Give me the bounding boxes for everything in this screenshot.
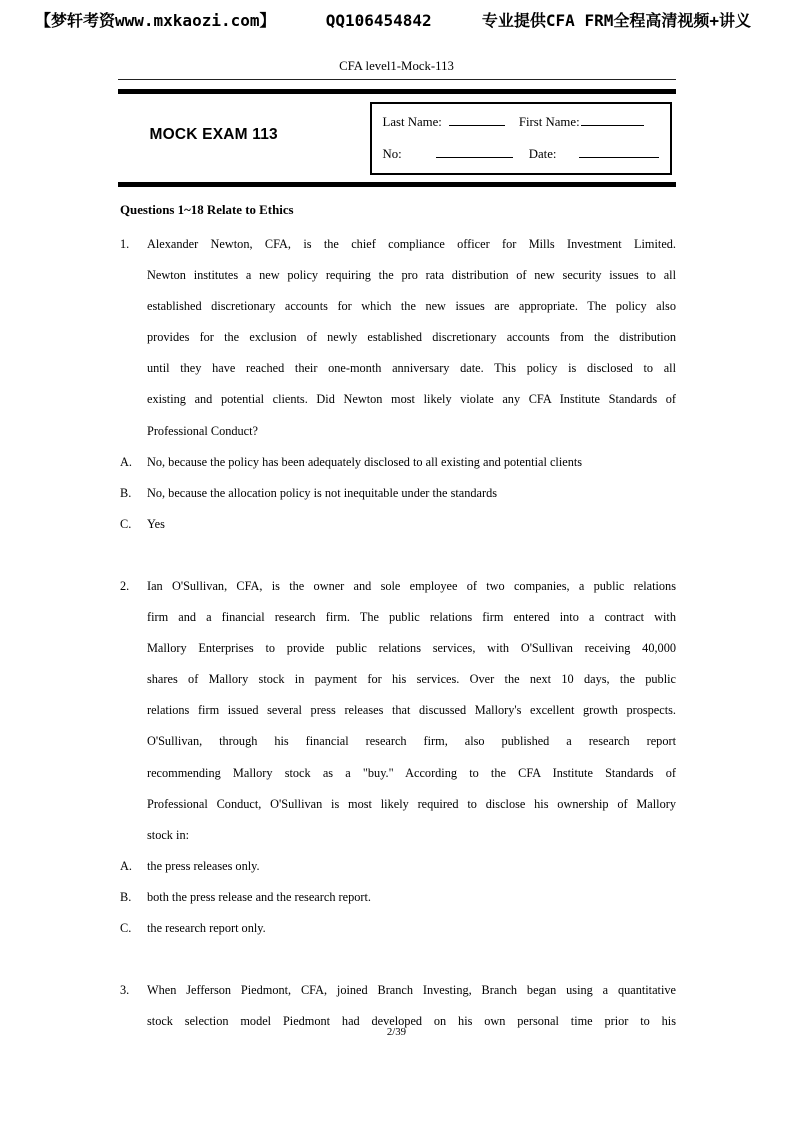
question-options: [120, 447, 676, 540]
option-letter: B.: [120, 889, 132, 904]
option-text: No, because the policy has been adequately disclosed to all existing and potential clients: [147, 454, 583, 469]
no-label: No:: [382, 147, 402, 161]
no-blank: [436, 145, 513, 158]
option-text: No, because the allocation policy is not inequitable under the standards: [147, 485, 498, 500]
section-heading: Questions 1~18 Relate to Ethics: [120, 203, 294, 217]
question-text-line: Professional Conduct, O'Sullivan is most likely required to disclose his ownership of Mallory: [147, 796, 676, 811]
question-text-line: provides for the exclusion of newly established discretionary accounts from the distribution: [147, 330, 676, 345]
first-name-blank: [581, 113, 644, 126]
question-text-line: Mallory Enterprises to provide public relations services, with O'Sullivan receiving 40,000: [147, 641, 676, 656]
candidate-name-box: [370, 102, 672, 175]
question-text-line: relations firm issued several press releases that discussed Mallory's excellent growth prospects.: [147, 703, 676, 718]
doc-title: CFA level1-Mock-113: [339, 59, 454, 73]
question-text-line: existing and potential clients. Did Newton most likely violate any CFA Institute Standards of: [147, 392, 676, 407]
first-name-label: First Name:: [518, 115, 580, 129]
doc-title-rule: [118, 57, 676, 80]
question-row: [120, 229, 676, 447]
exam-content: [120, 203, 676, 1037]
question-text-line: Newton institutes a new policy requiring the pro rata distribution of new security issues to all: [147, 268, 676, 283]
option-text: the press releases only.: [147, 858, 260, 873]
question-number: 2.: [120, 578, 130, 593]
promo-header-bar: [35, 8, 751, 31]
question-body: [147, 229, 676, 447]
question-number: 3.: [120, 983, 130, 998]
option-letter: C.: [120, 516, 132, 531]
question-text-line: firm and a financial research firm. The public relations firm entered into a contract with: [147, 610, 676, 625]
question-text-line: recommending Mallory stock as a "buy." According to the CFA Institute Standards of: [147, 765, 676, 780]
question-text-line: Alexander Newton, CFA, is the chief compliance officer for Mills Investment Limited.: [147, 237, 676, 251]
last-name-label: Last Name:: [382, 115, 442, 129]
question-text-line: stock selection model Piedmont had developed on his own personal time prior to his: [147, 1014, 676, 1029]
date-blank: [579, 145, 658, 158]
option-row: [120, 913, 676, 944]
exam-header-band: [118, 89, 676, 187]
questions-list: [120, 229, 676, 1037]
option-row: [120, 882, 676, 913]
exam-title: MOCK EXAM 113: [149, 126, 278, 143]
last-name-blank: [449, 113, 505, 126]
question-block: [120, 571, 676, 944]
option-text: Yes: [147, 516, 165, 531]
name-box-row-1: [383, 113, 659, 130]
date-label: Date:: [528, 147, 557, 161]
option-letter: B.: [120, 485, 132, 500]
option-text: the research report only.: [147, 920, 266, 935]
option-letter: C.: [120, 920, 132, 935]
question-body: [147, 571, 676, 851]
option-row: [120, 447, 676, 478]
option-row: [120, 478, 676, 509]
option-text: both the press release and the research report.: [147, 889, 371, 904]
question-text-line: until they have reached their one-month anniversary date. This policy is disclosed to all: [147, 361, 676, 376]
question-text-line: shares of Mallory stock in payment for his services. Over the next 10 days, the public: [147, 672, 676, 687]
promo-tagline: 专业提供CFA FRM全程高清视频+讲义: [481, 11, 751, 30]
question-text-line: When Jefferson Piedmont, CFA, joined Branch Investing, Branch began using a quantitative: [147, 983, 676, 998]
question-row: [120, 571, 676, 851]
question-text-line: stock in:: [147, 827, 190, 842]
question-text-line: established discretionary accounts for which the new issues are appropriate. The policy also: [147, 299, 676, 314]
question-block: [120, 229, 676, 540]
question-text-line: Professional Conduct?: [147, 423, 258, 438]
question-text-line: Ian O'Sullivan, CFA, is the owner and sole employee of two companies, a public relations: [147, 578, 676, 593]
question-options: [120, 851, 676, 944]
promo-brand: 【梦轩考资www.mxkaozi.com】: [35, 11, 276, 30]
name-box-row-2: [383, 145, 659, 162]
page-footer: [0, 1026, 793, 1038]
page-number: 2/39: [386, 1026, 407, 1038]
option-row: [120, 509, 676, 540]
option-row: [120, 851, 676, 882]
option-letter: A.: [120, 454, 132, 469]
promo-qq: QQ106454842: [325, 11, 432, 30]
option-letter: A.: [120, 858, 132, 873]
question-number: 1.: [120, 237, 130, 251]
question-text-line: O'Sullivan, through his financial research firm, also published a research report: [147, 734, 676, 749]
